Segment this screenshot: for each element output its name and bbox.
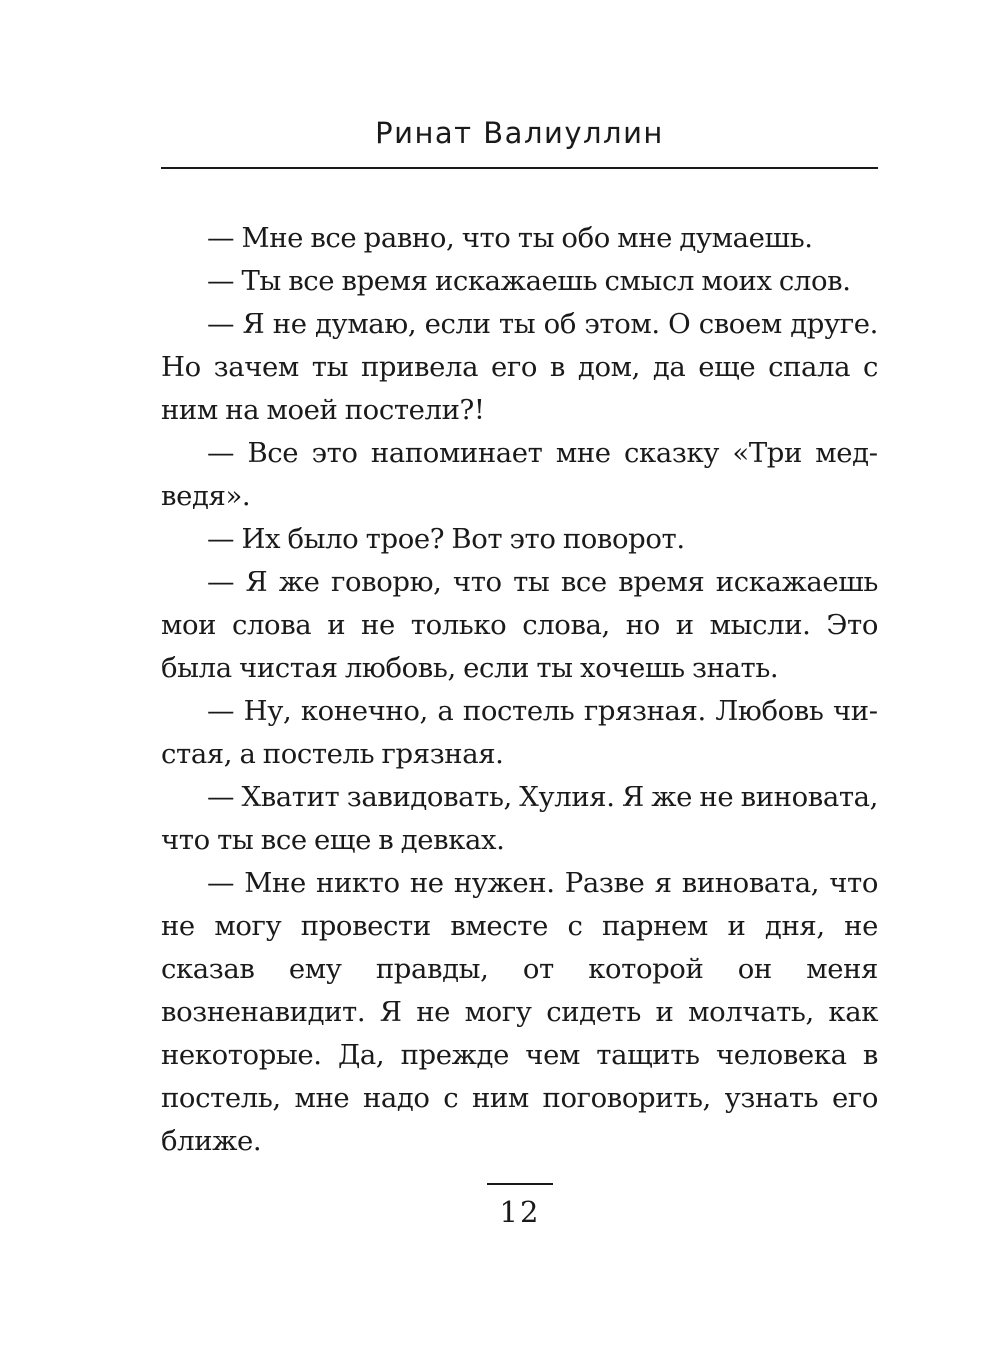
footer-divider [487,1183,553,1185]
paragraph: — Все это напоминает мне сказку «Три медведя». [161,437,878,512]
paragraph: — Хватит завидовать, Хулия. Я же не виновата, что ты все еще в девках. [161,781,878,856]
paragraph: — Их было трое? Вот это поворот. [207,523,685,555]
paragraph: — Я не думаю, если ты об этом. О своем друге. Но зачем ты привела его в дом, да еще спала с ним на моей постели?! [161,308,878,426]
header-divider [161,167,878,169]
page-number: 12 [499,1195,541,1229]
paragraph: — Я же говорю, что ты все время искажаешь мои слова и не только слова, но и мысли. Это была чистая любовь, если ты хочешь знать. [161,566,878,684]
running-header-author: Ринат Валиуллин [375,116,664,150]
paragraph: — Ну, конечно, а постель грязная. Любовь чистая, а постель грязная. [161,695,878,770]
paragraph: — Мне все равно, что ты обо мне думаешь. [207,222,813,254]
body-text [161,217,878,1163]
paragraph: — Ты все время искажаешь смысл моих слов. [207,265,851,297]
paragraph: — Мне никто не нужен. Разве я виновата, что не могу провести вместе с парнем и дня, не сказав ему правды, от которой он меня возненавидит. Я не могу сидеть и молчать, как некоторые. Да, прежде чем тащить человека в постель, мне надо с ним поговорить, узнать его ближе. [161,867,878,1157]
